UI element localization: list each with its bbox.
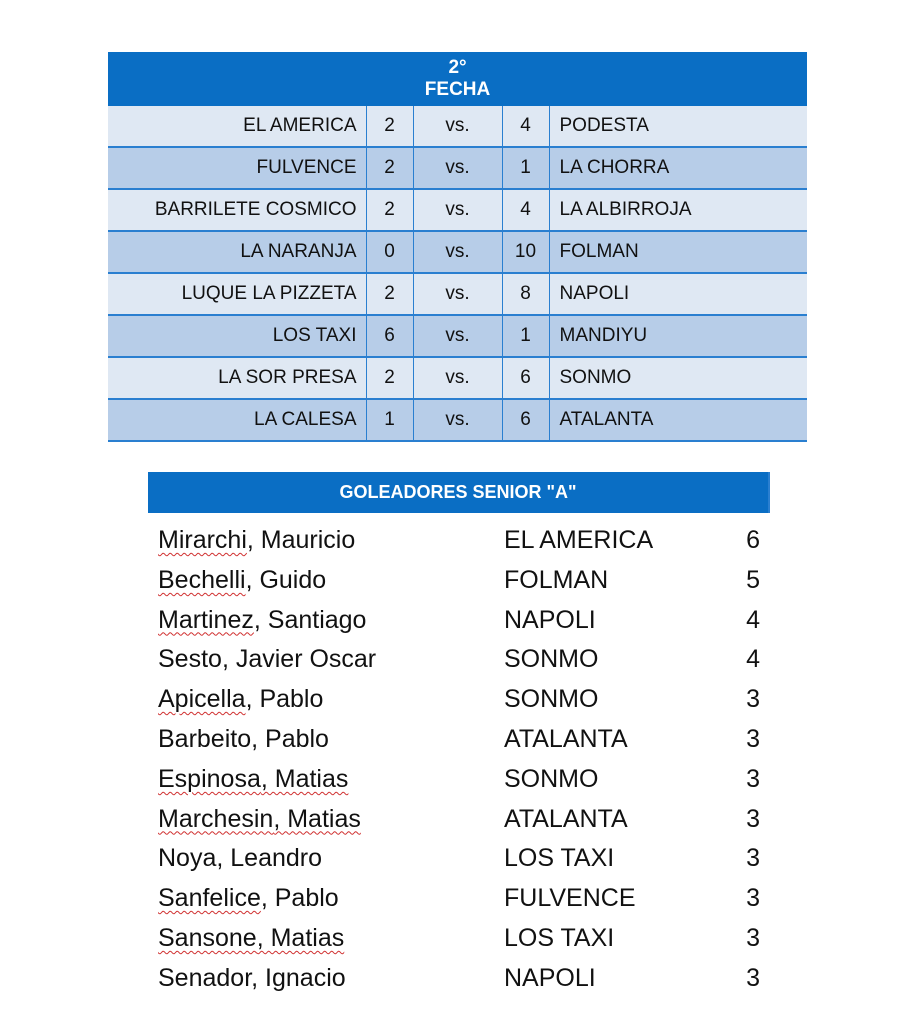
- scorer-given-name: , Pablo: [251, 724, 329, 753]
- scorer-name: [158, 560, 326, 600]
- home-team: LA SOR PRESA: [108, 357, 366, 399]
- scorer-row: [158, 759, 768, 799]
- match-row: [108, 147, 807, 189]
- scorer-given-name: , Guido: [245, 565, 327, 594]
- scorer-team: SONMO: [504, 645, 599, 674]
- scorers-list: [158, 520, 768, 998]
- scorer-name: [158, 719, 329, 759]
- vs-label: vs.: [413, 357, 502, 399]
- scorer-row: [158, 719, 768, 759]
- fixture-title: [108, 52, 807, 106]
- scorers-title: GOLEADORES SENIOR "A": [148, 472, 768, 513]
- away-team: LA ALBIRROJA: [549, 189, 807, 231]
- scorer-name: [158, 759, 348, 799]
- scorer-row: [158, 878, 768, 918]
- away-team: ATALANTA: [549, 399, 807, 441]
- scorer-team: NAPOLI: [504, 605, 596, 634]
- scorer-given-name: , Leandro: [216, 844, 323, 873]
- scorer-team: LOS TAXI: [504, 923, 615, 952]
- scorer-row: [158, 958, 768, 998]
- home-score: 2: [366, 273, 413, 315]
- scorer-goals: 3: [746, 963, 760, 992]
- away-score: 10: [502, 231, 549, 273]
- scorer-goals: 3: [746, 804, 760, 833]
- scorer-team: FULVENCE: [504, 884, 636, 913]
- scorer-team: ATALANTA: [504, 724, 628, 753]
- scorer-surname: Martinez: [158, 605, 254, 634]
- scorer-name: [158, 600, 366, 640]
- away-team: SONMO: [549, 357, 807, 399]
- scorer-surname: Barbeito: [158, 724, 252, 753]
- scorer-row: [158, 520, 768, 560]
- scorer-surname: Espinosa: [158, 764, 261, 793]
- scorer-surname: Bechelli: [158, 565, 246, 594]
- home-score: 0: [366, 231, 413, 273]
- away-team: FOLMAN: [549, 231, 807, 273]
- away-score: 6: [502, 399, 549, 441]
- scorer-surname: Mirarchi: [158, 526, 247, 554]
- match-row: [108, 273, 807, 315]
- away-score: 6: [502, 357, 549, 399]
- scorer-given-name: , Pablo: [260, 884, 339, 913]
- scorer-name: [158, 878, 339, 918]
- scorer-name: [158, 679, 323, 719]
- fixture-title-line2: FECHA: [424, 79, 491, 100]
- scorer-given-name: , Javier Oscar: [221, 645, 377, 674]
- vs-label: vs.: [413, 399, 502, 441]
- scorer-team: EL AMERICA: [504, 526, 654, 554]
- vs-label: vs.: [413, 189, 502, 231]
- away-team: NAPOLI: [549, 273, 807, 315]
- vs-label: vs.: [413, 273, 502, 315]
- scorer-row: [158, 918, 768, 958]
- scorer-surname: Senador: [158, 963, 252, 992]
- scorer-team: SONMO: [504, 764, 599, 793]
- scorer-goals: 4: [746, 605, 760, 634]
- away-score: 4: [502, 189, 549, 231]
- home-score: 6: [366, 315, 413, 357]
- scorer-goals: 4: [746, 645, 760, 674]
- scorer-name: [158, 838, 322, 878]
- fixture-title-line1: 2°: [448, 57, 467, 78]
- scorer-goals: 3: [746, 764, 760, 793]
- scorer-goals: 3: [746, 884, 760, 913]
- scorer-given-name: , Pablo: [245, 685, 324, 714]
- home-team: LOS TAXI: [108, 315, 366, 357]
- away-team: MANDIYU: [549, 315, 807, 357]
- scorer-name: [158, 520, 355, 560]
- scorer-goals: 3: [746, 923, 760, 952]
- scorer-goals: 3: [746, 844, 760, 873]
- scorer-goals: 6: [746, 526, 760, 554]
- home-team: LUQUE LA PIZZETA: [108, 273, 366, 315]
- scorer-surname: Noya: [158, 844, 217, 873]
- scorer-name: [158, 799, 361, 839]
- home-team: LA NARANJA: [108, 231, 366, 273]
- away-score: 4: [502, 106, 549, 147]
- away-score: 1: [502, 147, 549, 189]
- scorer-given-name: , Santiago: [253, 605, 367, 634]
- match-row: [108, 315, 807, 357]
- scorer-goals: 5: [746, 565, 760, 594]
- match-row: [108, 357, 807, 399]
- vs-label: vs.: [413, 106, 502, 147]
- home-score: 2: [366, 189, 413, 231]
- scorer-surname: Sesto: [158, 645, 222, 674]
- fixture-table: [108, 52, 807, 442]
- scorer-goals: 3: [746, 685, 760, 714]
- home-team: FULVENCE: [108, 147, 366, 189]
- scorer-row: [158, 600, 768, 640]
- match-row: [108, 399, 807, 441]
- vs-label: vs.: [413, 315, 502, 357]
- scorer-given-name: , Matias: [256, 923, 345, 952]
- scorer-given-name: , Ignacio: [251, 963, 346, 992]
- scorer-team: LOS TAXI: [504, 844, 615, 873]
- scorer-goals: 3: [746, 724, 760, 753]
- home-score: 2: [366, 147, 413, 189]
- away-team: LA CHORRA: [549, 147, 807, 189]
- scorer-given-name: , Matias: [273, 804, 361, 833]
- scorer-team: SONMO: [504, 685, 599, 714]
- home-team: EL AMERICA: [108, 106, 366, 147]
- scorer-name: [158, 918, 344, 958]
- scorer-surname: Apicella: [158, 685, 246, 714]
- away-team: PODESTA: [549, 106, 807, 147]
- home-team: LA CALESA: [108, 399, 366, 441]
- vs-label: vs.: [413, 231, 502, 273]
- scorer-team: ATALANTA: [504, 804, 628, 833]
- match-row: [108, 189, 807, 231]
- match-row: [108, 231, 807, 273]
- home-score: 1: [366, 399, 413, 441]
- scorer-name: [158, 958, 346, 998]
- scorer-team: NAPOLI: [504, 963, 596, 992]
- scorer-name: [158, 639, 376, 679]
- scorer-row: [158, 639, 768, 679]
- scorer-team: FOLMAN: [504, 565, 609, 594]
- scorer-row: [158, 679, 768, 719]
- scorer-given-name: , Matias: [260, 764, 349, 793]
- scorer-row: [158, 560, 768, 600]
- scorer-surname: Sanfelice: [158, 884, 261, 913]
- home-score: 2: [366, 357, 413, 399]
- match-row: [108, 106, 807, 147]
- scorer-given-name: , Mauricio: [246, 526, 356, 554]
- scorer-row: [158, 799, 768, 839]
- vs-label: vs.: [413, 147, 502, 189]
- home-team: BARRILETE COSMICO: [108, 189, 366, 231]
- away-score: 8: [502, 273, 549, 315]
- away-score: 1: [502, 315, 549, 357]
- scorer-surname: Marchesin: [158, 804, 274, 833]
- scorer-surname: Sansone: [158, 923, 257, 952]
- home-score: 2: [366, 106, 413, 147]
- scorer-row: [158, 838, 768, 878]
